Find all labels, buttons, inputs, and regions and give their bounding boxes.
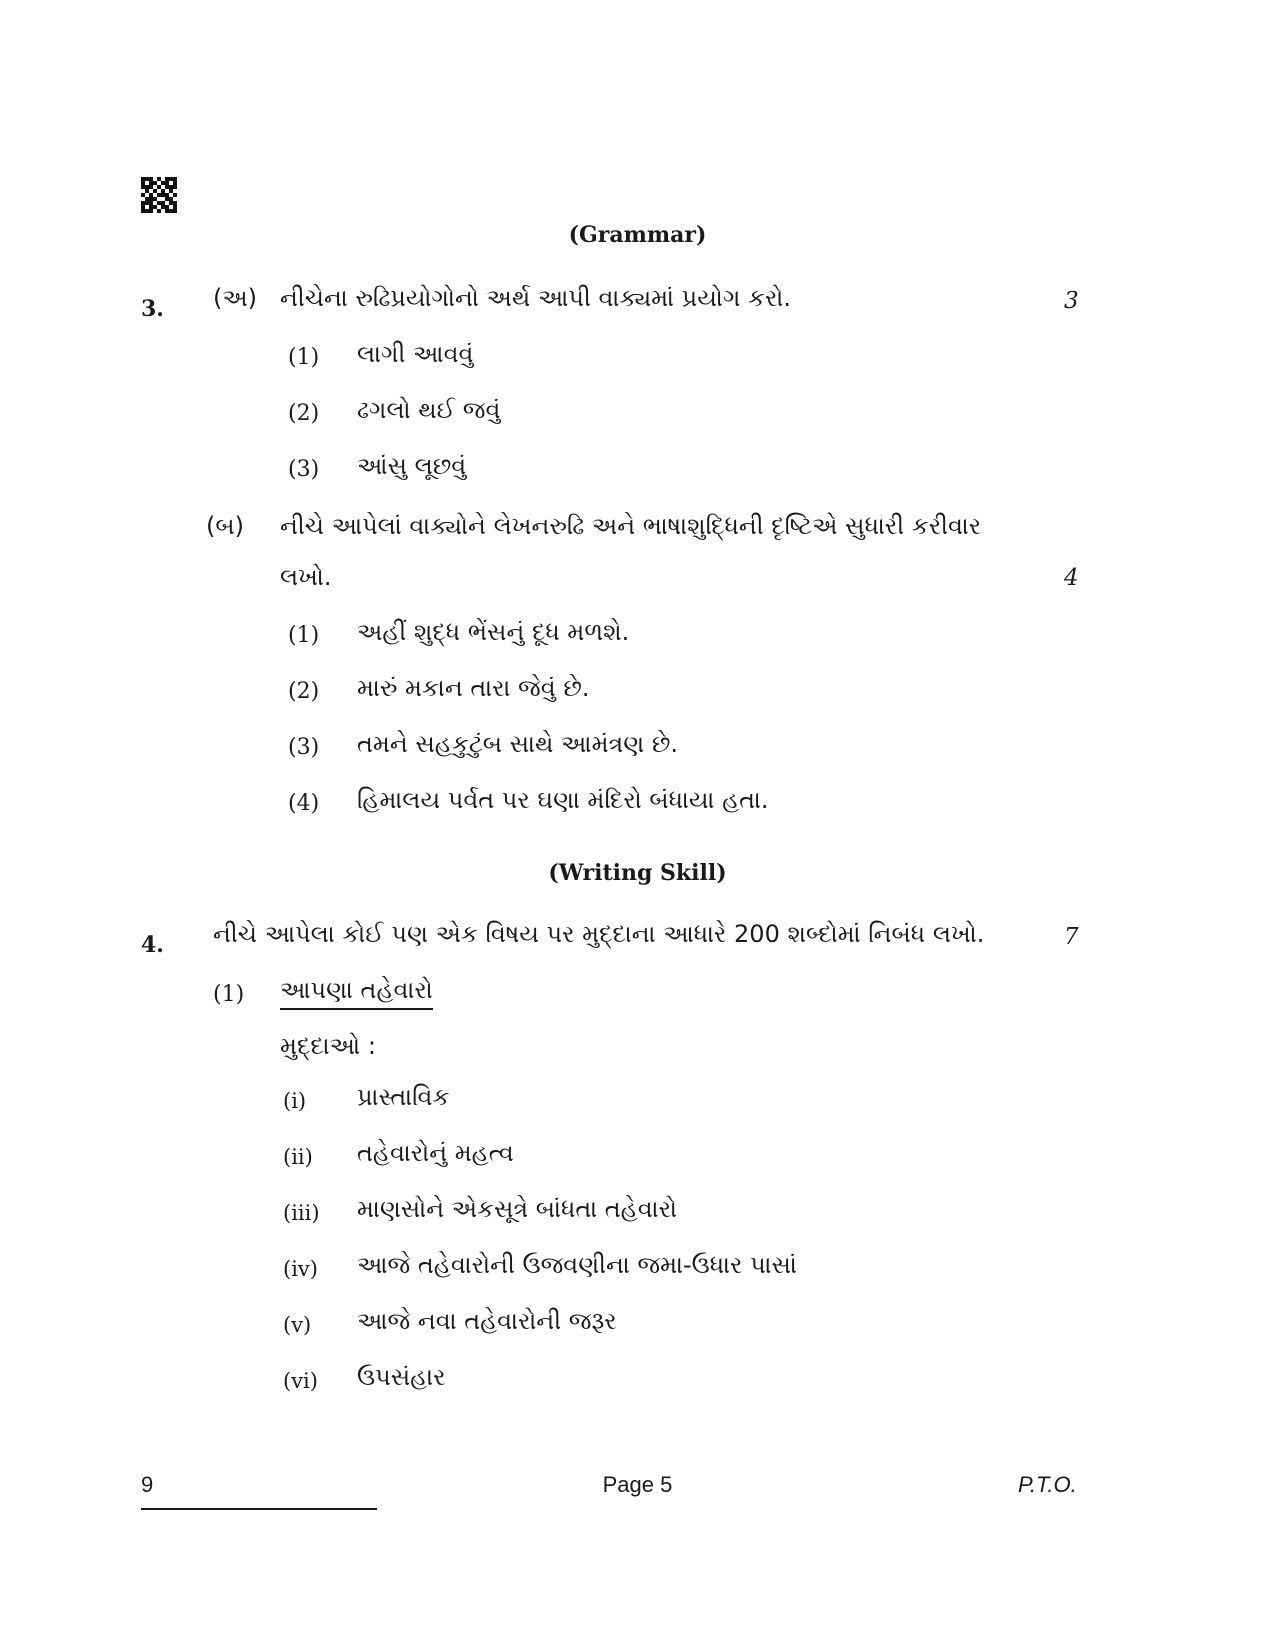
point-item: આજે તહેવારોની ઉજવણીના જમા-ઉધાર પાસાં: [357, 1251, 797, 1279]
footer-rule: [141, 1508, 377, 1510]
list-item: મારું મકાન તારા જેવું છે.: [357, 674, 590, 702]
point-number: (i): [283, 1089, 307, 1113]
page-number: Page 5: [602, 1472, 673, 1497]
marks: 4: [1064, 565, 1079, 591]
item-number: (2): [288, 679, 320, 704]
topic-number: (1): [213, 982, 245, 1007]
section-heading-grammar: (Grammar): [568, 222, 707, 248]
item-number: (4): [288, 791, 320, 816]
point-item: તહેવારોનું મહત્વ: [357, 1139, 514, 1167]
sub-question-label: (બ): [206, 512, 244, 540]
item-number: (3): [288, 457, 320, 482]
item-number: (2): [288, 401, 320, 426]
question-number: 4.: [141, 932, 164, 958]
qr-code-icon: [141, 177, 177, 213]
marks: 7: [1064, 924, 1079, 950]
item-number: (1): [288, 623, 320, 648]
list-item: અહીં શુદ્ધ ભેંસનું દૂધ મળશે.: [357, 618, 630, 646]
point-item: માણસોને એકસૂત્રે બાંધતા તહેવારો: [357, 1195, 677, 1223]
point-number: (v): [283, 1313, 312, 1337]
paper-code: 9: [141, 1472, 154, 1497]
points-label: મુદ્દાઓ :: [280, 1032, 376, 1060]
question-text: નીચે આપેલા કોઈ પણ એક વિષય પર મુદ્દાના આધારે 200 શબ્દોમાં નિબંધ લખો.: [213, 920, 985, 948]
list-item: તમને સહકુટુંબ સાથે આમંત્રણ છે.: [357, 730, 679, 758]
question-text-continued: લખો.: [280, 563, 332, 591]
list-item: ઢગલો થઈ જવું: [357, 396, 501, 424]
pto-label: P.T.O.: [1018, 1472, 1077, 1497]
point-number: (iv): [283, 1257, 318, 1281]
point-number: (vi): [283, 1369, 318, 1393]
point-item: ઉપસંહાર: [357, 1363, 446, 1391]
list-item: લાગી આવવું: [357, 340, 474, 368]
sub-question-label: (અ): [213, 284, 258, 312]
question-text: નીચે આપેલાં વાક્યોને લેખનરુઢિ અને ભાષાશુદ્ધિની દૃષ્ટિએ સુધારી કરીવાર: [280, 512, 982, 540]
list-item: હિમાલય પર્વત પર ઘણા મંદિરો બંધાયા હતા.: [357, 786, 769, 814]
marks: 3: [1064, 288, 1079, 314]
item-number: (1): [288, 345, 320, 370]
point-item: આજે નવા તહેવારોની જરૂર: [357, 1307, 617, 1335]
topic-title: આપણા તહેવારો: [280, 976, 433, 1010]
point-number: (iii): [283, 1201, 320, 1225]
point-number: (ii): [283, 1145, 313, 1169]
item-number: (3): [288, 735, 320, 760]
section-heading-writing: (Writing Skill): [548, 860, 727, 886]
list-item: આંસુ લૂછવું: [357, 452, 467, 480]
point-item: પ્રાસ્તાવિક: [357, 1083, 450, 1111]
question-text: નીચેના રુઢિપ્રયોગોનો અર્થ આપી વાક્યમાં પ્રયોગ કરો.: [280, 284, 792, 312]
question-number: 3.: [141, 296, 164, 322]
